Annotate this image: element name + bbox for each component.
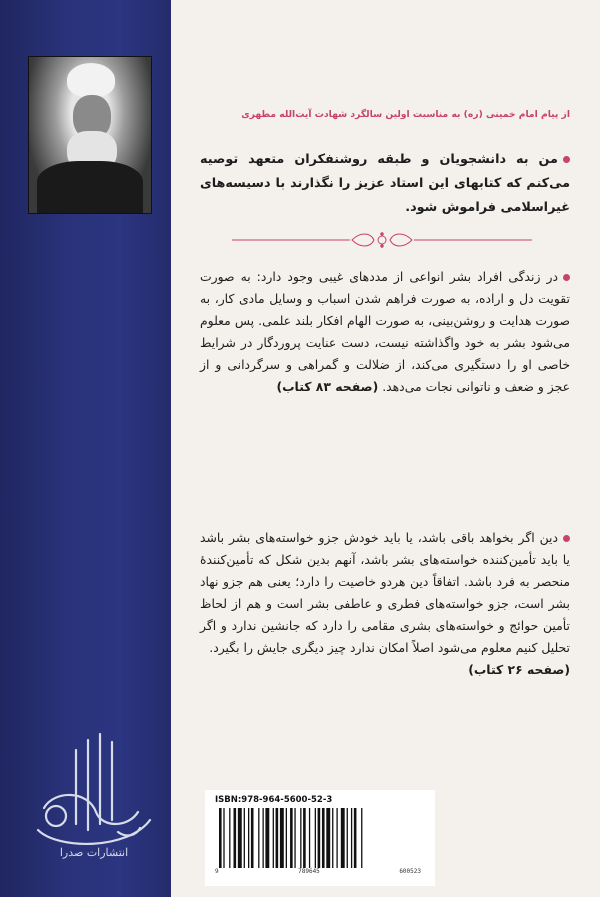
barcode-bar: [294, 808, 295, 868]
barcode-bar: [351, 808, 352, 868]
barcode-digit-group: 9: [215, 868, 219, 875]
barcode-bar: [336, 808, 337, 868]
barcode-bar: [219, 808, 222, 868]
quote-header: از پیام امام خمینی (ره) به مناسبت اولین سالگرد شهادت آیت‌الله مطهری: [241, 109, 570, 120]
barcode-bar: [361, 808, 362, 868]
barcode-bar: [286, 808, 287, 868]
barcode-digit-group: 789645: [298, 868, 320, 875]
barcode-bar: [280, 808, 284, 868]
barcode-bar: [273, 808, 274, 868]
barcode-bar: [258, 808, 259, 868]
barcode-bar: [318, 808, 321, 868]
barcode-bar: [276, 808, 279, 868]
paragraph-3-text: دین اگر بخواهد باقی باشد، یا باید خودش جزو خواسته‌های بشر باشد یا باید تأمین‌کننده خواسته‌های بشر باشد، آنهم بدین شکل که تأمین‌کنندهٔ منحصر به فرد باشد. اتفاقاً دین هردو خاصیت را دارد؛ یعنی هم جزو نهاد بشر است، جزو خواسته‌های فطری و عاطفی بشر است و هم از لحاظ تأمین حوائج و خواسته‌های بشری مقامی را دارد که جانشین ندارد و اگر تحلیل کنیم معلوم می‌شود اصلاً امکان ندارد چیز دیگری جایش را بگیرد.: [200, 530, 570, 655]
barcode-bar: [332, 808, 333, 868]
barcode-digits: [215, 868, 421, 875]
barcode-bar: [290, 808, 293, 868]
barcode-bar: [229, 808, 230, 868]
barcode-digit-group: 600523: [399, 868, 421, 875]
isbn-label: ISBN:978-964-5600-52-3: [215, 795, 333, 805]
barcode-bar: [341, 808, 345, 868]
barcode-bar: [315, 808, 316, 868]
paragraph-1: [200, 148, 570, 220]
ornament-divider: [232, 232, 532, 248]
author-portrait: [28, 56, 152, 214]
barcode-bar: [248, 808, 249, 868]
barcode-bar: [238, 808, 242, 868]
barcode-bar: [234, 808, 237, 868]
paragraph-1-text: من به دانشجویان و طبقه روشنفکران متعهد توصیه می‌کنم که کتابهای این استاد عزیز را نگذارند با دسیسه‌های غیراسلامی فراموش شود.: [200, 152, 570, 215]
barcode-bar: [309, 808, 310, 868]
barcode-bar: [347, 808, 348, 868]
barcode-bar: [300, 808, 301, 868]
bullet-icon: [563, 274, 570, 281]
barcode-bar: [244, 808, 245, 868]
publisher-name: انتشارات صدرا: [59, 846, 129, 859]
barcode-bar: [223, 808, 224, 868]
bullet-icon: [563, 156, 570, 163]
paragraph-2: [200, 266, 570, 398]
barcode-bar: [303, 808, 306, 868]
barcode-bar: [265, 808, 269, 868]
barcode-bar: [251, 808, 254, 868]
barcode-bar: [354, 808, 357, 868]
barcode: [215, 808, 421, 868]
barcode-bar: [263, 808, 264, 868]
paragraph-2-text: در زندگی افراد بشر انواعی از مددهای غیبی وجود دارد: به صورت تقویت دل و اراده، به صورت فراهم شدن اسباب و وسایل مادی کار، به صورت هدایت و روشن‌بینی، به صورت الهام افکار بلند علمی. پس معلوم می‌شود بشر به خود واگذاشته نیست، دست عنایت پروردگار در شرایط خاصی او را دستگیری می‌کند، از ضلالت و گمراهی و سرگردانی و از عجز و ضعف و ناتوانی نجات می‌دهد.: [200, 269, 570, 394]
page-reference: (صفحه ۲۶ کتاب): [468, 662, 570, 677]
barcode-bar: [326, 808, 330, 868]
bullet-icon: [563, 535, 570, 542]
barcode-bar: [322, 808, 325, 868]
paragraph-3: [200, 527, 570, 681]
page-reference: (صفحه ۸۳ کتاب): [276, 379, 379, 394]
